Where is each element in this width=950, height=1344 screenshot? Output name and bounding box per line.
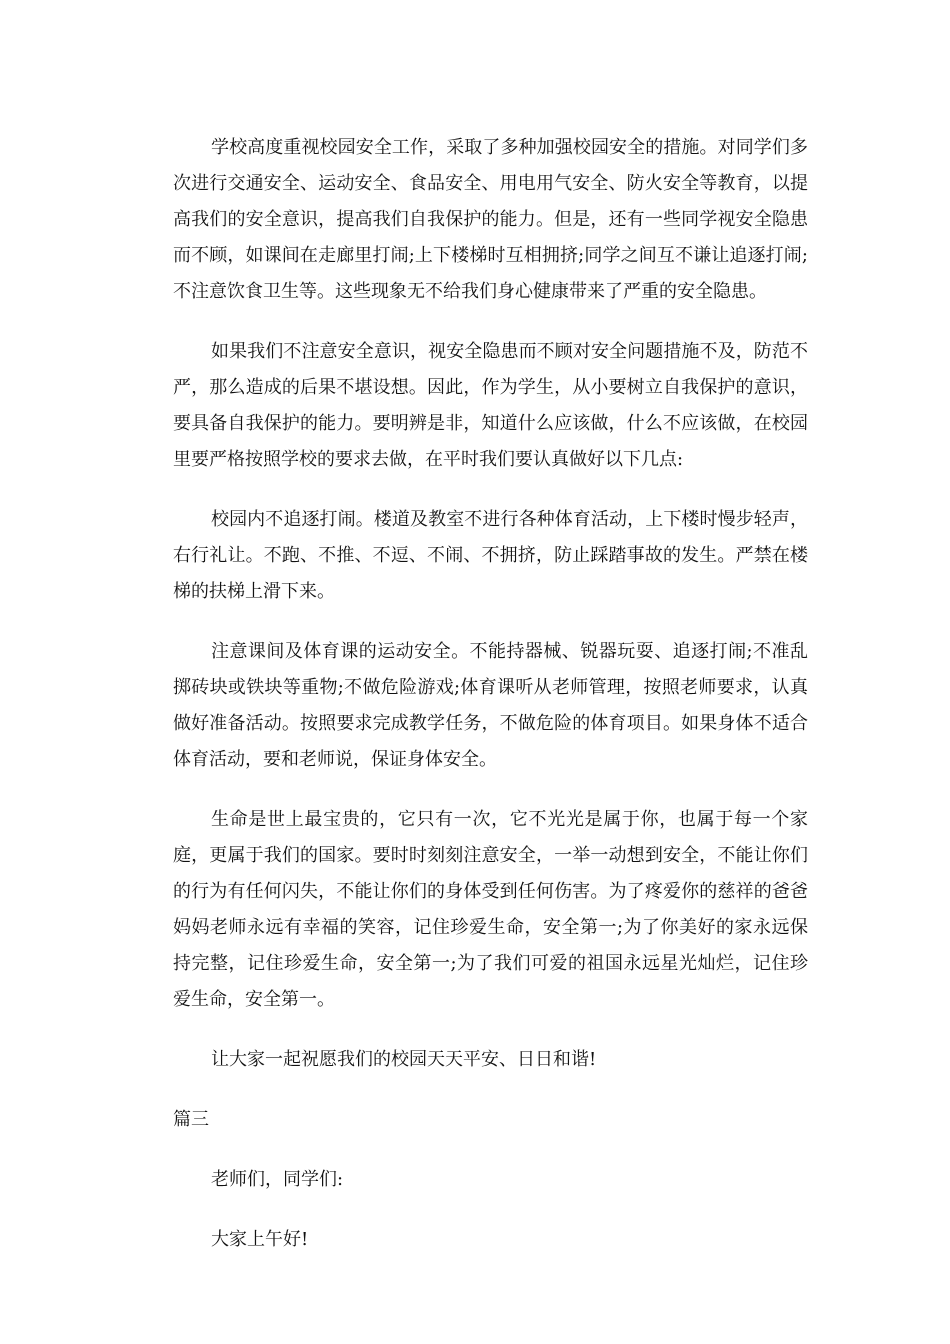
salutation-line: 大家上午好! [211,1229,309,1250]
paragraph-no-chasing: 校园内不追逐打闹。楼道及教室不进行各种体育活动，上下楼时慢步轻声，右行礼让。不跑、不推、不逗、不闹、不拥挤，防止踩踏事故的发生。严禁在楼梯的扶梯上滑下来。 [173,509,808,602]
paragraph-school-safety-measures: 学校高度重视校园安全工作，采取了多种加强校园安全的措施。对同学们多次进行交通安全、运动安全、食品安全、用电用气安全、防火安全等教育，以提高我们的安全意识，提高我们自我保护的能力。但是，还有一些同学视安全隐患而不顾，如课间在走廊里打闹;上下楼梯时互相拥挤;同学之间互不谦让追逐打闹;不注意饮食卫生等。这些现象无不给我们身心健康带来了严重的安全隐患。 [173,137,808,302]
paragraph-cherish-life: 生命是世上最宝贵的，它只有一次，它不光光是属于你，也属于每一个家庭，更属于我们的国家。要时时刻刻注意安全，一举一动想到安全，不能让你们的行为有任何闪失，不能让你们的身体受到任何伤害。为了疼爱你的慈祥的爸爸妈妈老师永远有幸福的笑容，记住珍爱生命，安全第一;为了你美好的家永远保持完整，记住珍爱生命，安全第一;为了我们可爱的祖国永远星光灿烂，记住珍爱生命，安全第一。 [173,809,808,1010]
greeting-line: 老师们，同学们: [211,1169,344,1190]
paragraph-safety-awareness: 如果我们不注意安全意识，视安全隐患而不顾对安全问题措施不及，防范不严，那么造成的后果不堪设想。因此，作为学生，从小要树立自我保护的意识，要具备自我保护的能力。要明辨是非，知道什么应该做，什么不应该做，在校园里要严格按照学校的要求去做，在平时我们要认真做好以下几点: [173,341,808,470]
document-body [173,130,808,1282]
paragraph-closing-wish: 让大家一起祝愿我们的校园天天平安、日日和谐! [211,1049,597,1070]
paragraph-sports-safety: 注意课间及体育课的运动安全。不能持器械、锐器玩耍、追逐打闹;不准乱掷砖块或铁块等重物;不做危险游戏;体育课听从老师管理，按照老师要求，认真做好准备活动。按照要求完成教学任务，不做危险的体育项目。如果身体不适合体育活动，要和老师说，保证身体安全。 [173,641,808,770]
section-heading: 篇三 [173,1109,209,1130]
